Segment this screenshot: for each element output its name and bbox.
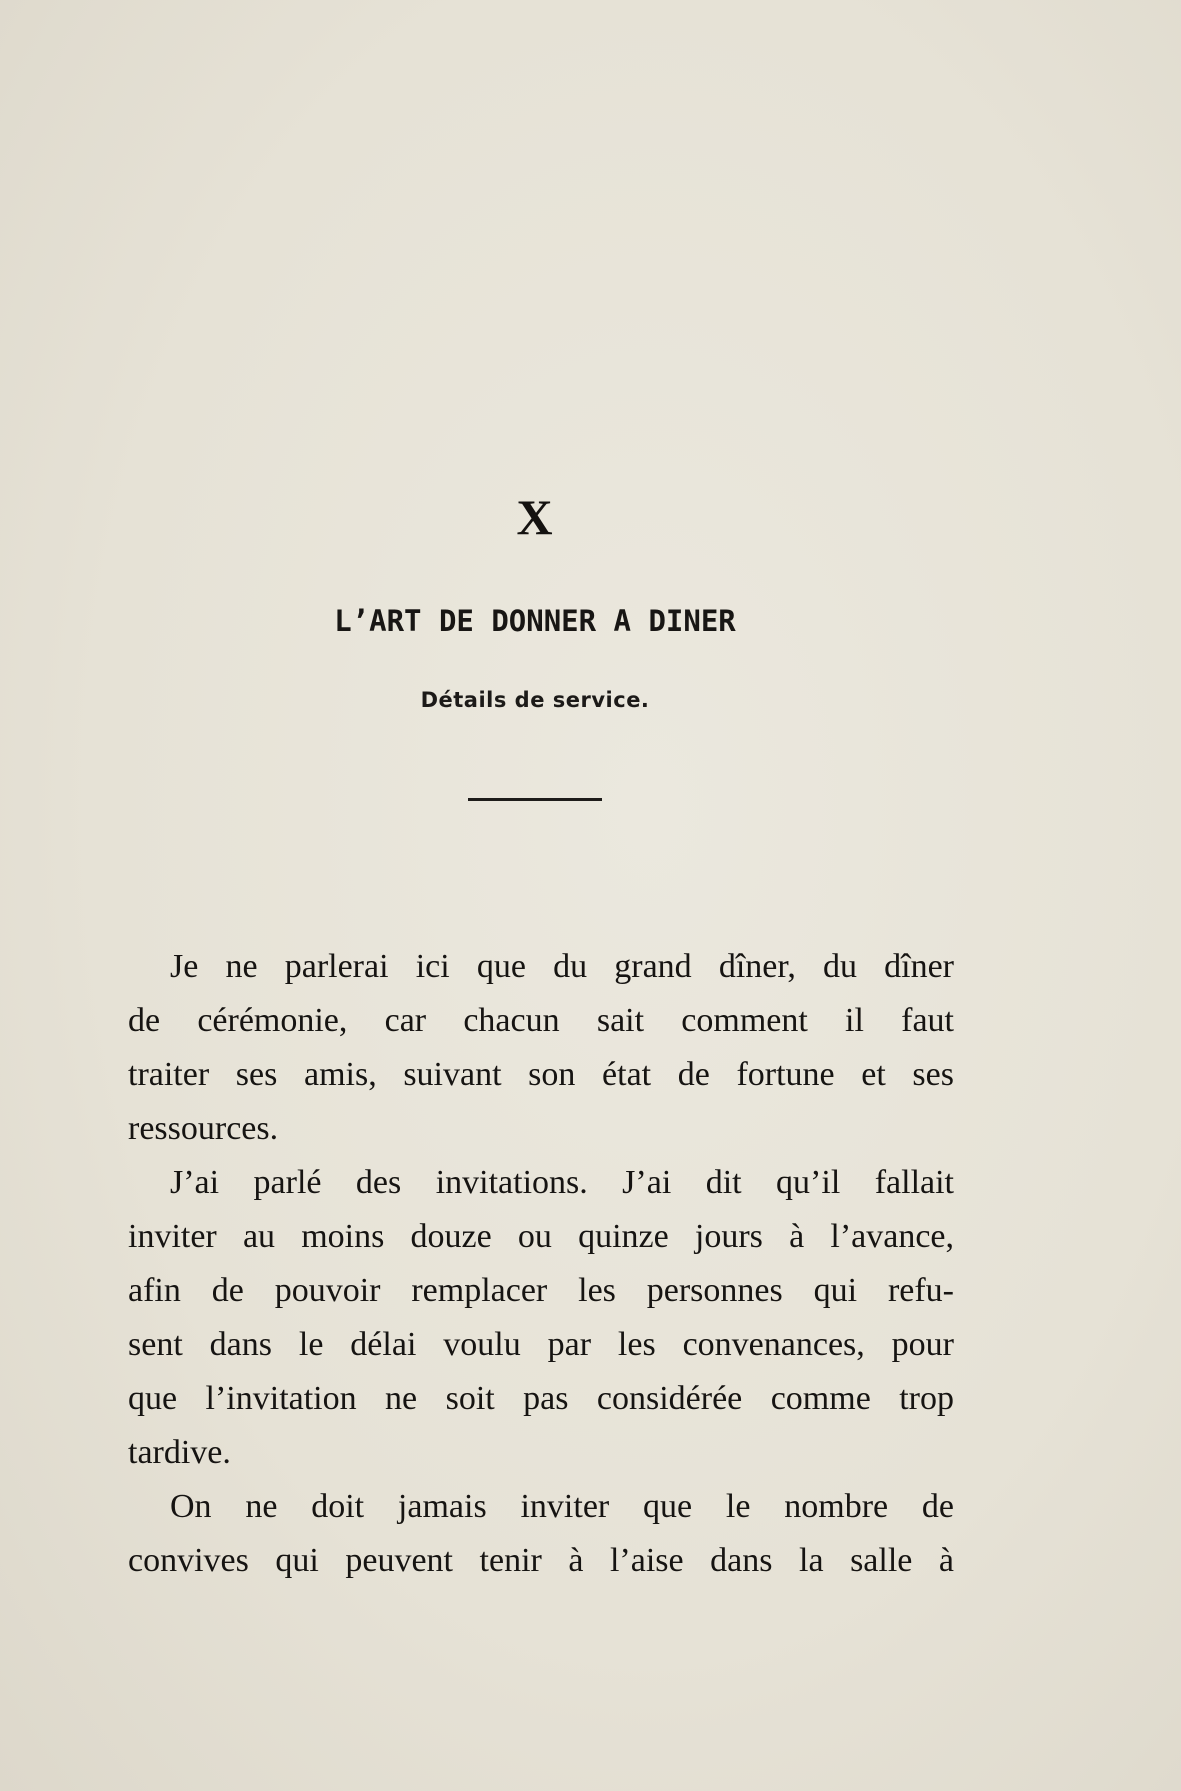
text-line: ressources. (128, 1110, 279, 1147)
text-line: traiter ses amis, suivant son état de fortune et ses (128, 1056, 954, 1093)
chapter-title: L’ART DE DONNER A DINER (334, 604, 736, 638)
body-text (128, 940, 954, 1588)
paragraph (128, 940, 954, 1156)
paragraph (128, 1480, 954, 1588)
text-line: de cérémonie, car chacun sait comment il faut (128, 1002, 954, 1039)
text-line: On ne doit jamais inviter que le nombre de (170, 1488, 954, 1525)
chapter-number: X (516, 489, 554, 545)
paragraph (128, 1156, 954, 1480)
text-line: afin de pouvoir remplacer les personnes qui refu- (128, 1272, 954, 1309)
section-divider (468, 798, 602, 801)
text-line: J’ai parlé des invitations. J’ai dit qu’il fallait (170, 1164, 954, 1201)
text-line: Je ne parlerai ici que du grand dîner, du dîner (170, 948, 954, 985)
text-line: tardive. (128, 1434, 231, 1471)
text-line: sent dans le délai voulu par les convenances, pour (128, 1326, 954, 1363)
text-line: convives qui peuvent tenir à l’aise dans la salle à (128, 1542, 954, 1579)
chapter-subtitle: Détails de service. (420, 688, 650, 712)
text-line: inviter au moins douze ou quinze jours à l’avance, (128, 1218, 954, 1255)
text-line: que l’invitation ne soit pas considérée comme trop (128, 1380, 954, 1417)
